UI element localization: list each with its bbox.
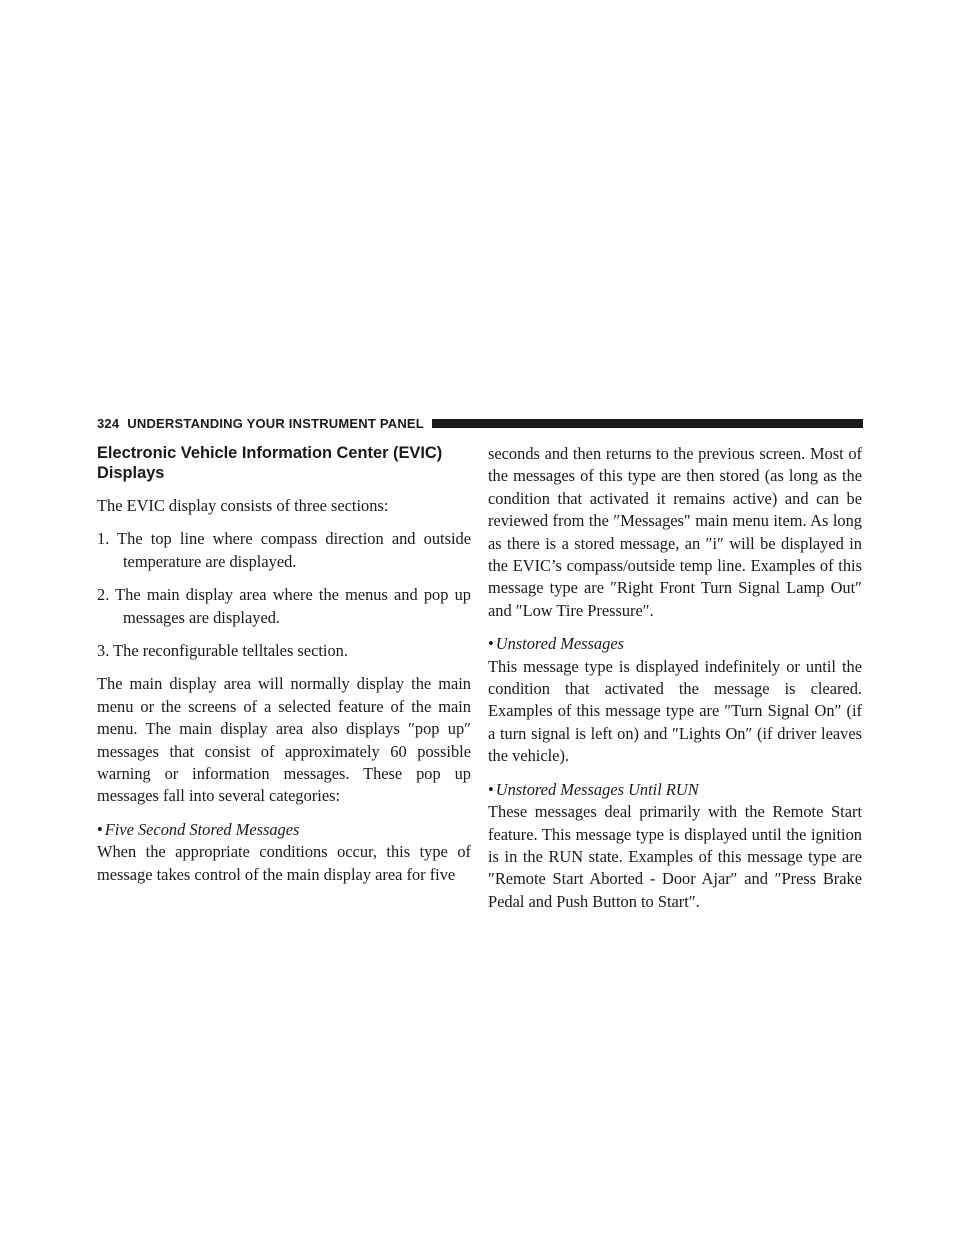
section-title-line1: Electronic Vehicle Information Center (EVIC) bbox=[97, 444, 443, 462]
header-rule bbox=[432, 419, 863, 428]
until-run-paragraph: These messages deal primarily with the Remote Start feature. This message type is displayed until the ignition is in the RUN state. Examples of this message type are ″Remote Start Aborted - Door Ajar″ and ″Press Brake Pedal and Push Button to Start″. bbox=[488, 802, 862, 911]
page-number: 324 bbox=[97, 415, 120, 431]
section-title bbox=[97, 443, 471, 483]
intro-paragraph: The EVIC display consists of three sections: bbox=[97, 496, 389, 515]
stored-messages-paragraph: seconds and then returns to the previous screen. Most of the messages of this type are then stored (as long as the condition that activated it remains active) and can be reviewed from the ″Messages″ main menu item. As long as there is a stored message, an ″i″ will be displayed in the EVIC’s compass/outside temp line. Examples of this message type are ″Right Front Turn Signal Lamp Out″ and ″Low Tire Pressure″. bbox=[488, 444, 862, 620]
five-second-paragraph: When the appropriate conditions occur, this type of message takes control of the main display area for five bbox=[97, 842, 471, 884]
bullet-heading bbox=[488, 633, 862, 655]
bullet-dot: • bbox=[488, 779, 494, 799]
bullet-heading-text: Unstored Messages Until RUN bbox=[495, 779, 699, 799]
left-column bbox=[97, 443, 471, 897]
list-item-number: 3. bbox=[97, 641, 110, 661]
list-item-text: The main display area where the menus and pop up messages are displayed. bbox=[115, 585, 471, 627]
main-display-paragraph: The main display area will normally display the main menu or the screens of a selected feature of the main menu. The main display area also displays ″pop up″ messages that consist of approximately 60 possible warning or information messages. These pop up messages fall into several categories: bbox=[97, 674, 471, 806]
list-item bbox=[97, 640, 471, 662]
list-item-number: 1. bbox=[97, 529, 110, 549]
list-item-text: The top line where compass direction and outside temperature are displayed. bbox=[117, 529, 471, 571]
list-item-number: 2. bbox=[97, 585, 110, 605]
bullet-heading bbox=[488, 779, 862, 801]
bullet-dot: • bbox=[488, 634, 494, 654]
chapter-title: UNDERSTANDING YOUR INSTRUMENT PANEL bbox=[127, 415, 424, 431]
right-column bbox=[488, 443, 862, 924]
unstored-messages-paragraph: This message type is displayed indefinitely or until the condition that activated the message is cleared. Examples of this message type are ″Turn Signal On″ (if a turn signal is left on) and ″Lights On″ (if driver leaves the vehicle). bbox=[488, 656, 862, 766]
bullet-heading bbox=[97, 819, 471, 841]
list-item-text: The reconfigurable telltales section. bbox=[113, 641, 348, 661]
bullet-heading-text: Five Second Stored Messages bbox=[104, 819, 300, 839]
bullet-heading-text: Unstored Messages bbox=[495, 634, 624, 654]
page-header bbox=[97, 416, 863, 430]
sections-list bbox=[97, 528, 471, 662]
list-item bbox=[97, 584, 471, 629]
list-item bbox=[97, 528, 471, 573]
bullet-dot: • bbox=[97, 819, 103, 839]
section-title-line2: Displays bbox=[97, 464, 165, 482]
